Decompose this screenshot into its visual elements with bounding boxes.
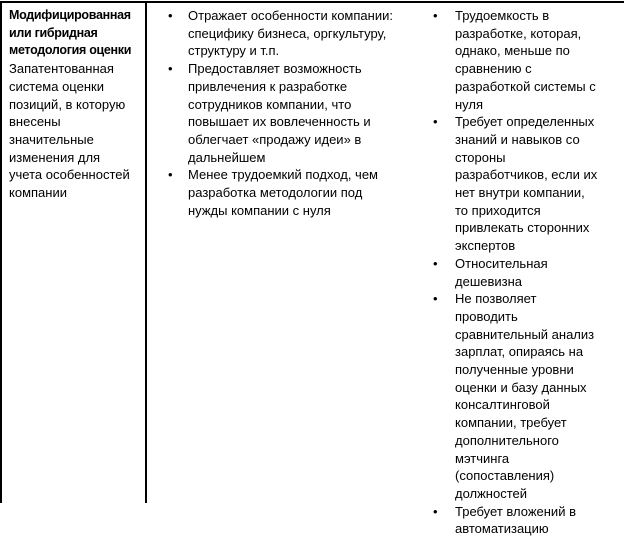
list-item-text: Требует вложений в автоматизацию [455, 503, 576, 537]
bullet-icon: • [433, 503, 438, 519]
disadvantages-list [420, 3, 624, 537]
list-item-text: Отражает особенности компании: специфику бизнеса, оргкультуру, структуру и т.п. [188, 8, 393, 59]
table-row [0, 1, 624, 537]
list-item [433, 503, 600, 538]
document-page [0, 1, 624, 537]
advantages-list [147, 3, 420, 503]
method-description: Запатентованная система оценки позиций, в которую внесены значительные изменения для учета особенностей компании [9, 61, 130, 201]
bullet-icon: • [168, 61, 173, 77]
list-item [168, 60, 398, 166]
list-item-text: Не позволяет проводить сравнительный анализ зарплат, опираясь на полученные уровни оценки и базу данных консалтинговой компании, требует дополнительного мэтчинга (сопоставления) должностей [455, 291, 595, 501]
method-name: Модифицированная или гибридная методология оценки [9, 8, 132, 58]
bullet-icon: • [433, 291, 438, 307]
bullet-icon: • [433, 8, 438, 23]
bullet-icon: • [433, 114, 438, 130]
method-cell [0, 3, 147, 503]
list-item [433, 113, 600, 255]
list-item [168, 7, 398, 60]
list-item-text: Трудоемкость в разработке, которая, однако, меньше по сравнению с разработкой системы с нуля [455, 8, 596, 112]
list-item-text: Менее трудоемкий подход, чем разработка методологии под нужды компании с нуля [188, 167, 378, 218]
list-item [168, 166, 398, 219]
list-item [433, 255, 600, 290]
list-item [433, 290, 600, 502]
bullet-icon: • [168, 8, 173, 23]
bullet-icon: • [168, 167, 173, 183]
list-item-text: Предоставляет возможность привлечения к разработке сотрудников компании, что повышает их вовлеченность и облегчает «продажу идеи» в дальнейшем [188, 61, 371, 165]
list-item [433, 7, 600, 113]
list-item-text: Требует определенных знаний и навыков со стороны разработчиков, если их нет внутри компании, то приходится привлекать сторонних экспертов [455, 114, 598, 254]
bullet-icon: • [433, 255, 438, 271]
list-item-text: Относительная дешевизна [455, 255, 548, 289]
